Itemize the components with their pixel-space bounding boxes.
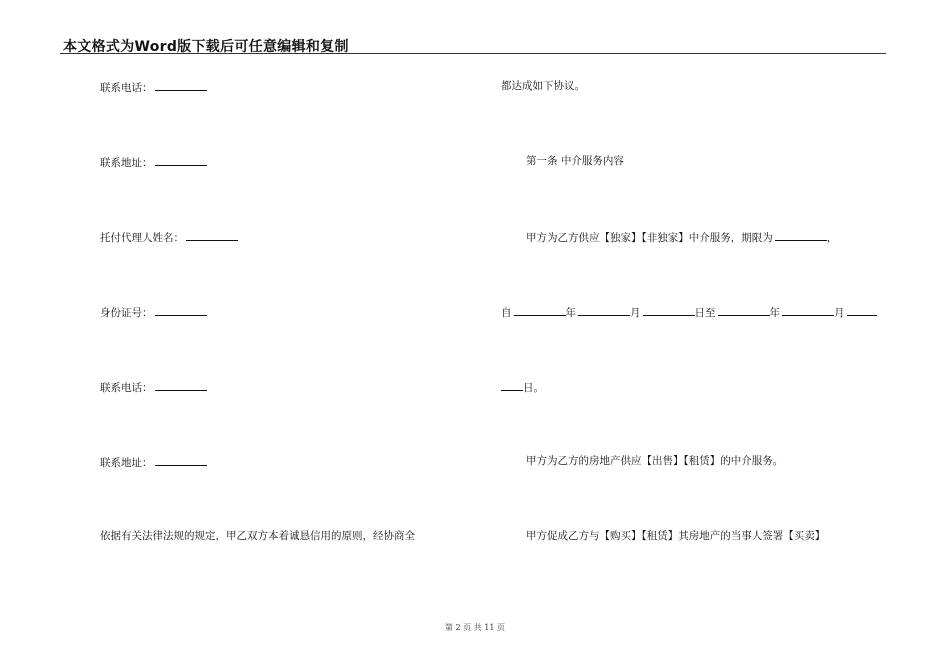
year-label-2: 年 [769, 307, 780, 319]
left-line-address-2 [100, 454, 207, 470]
right-line-contract-signing: 甲方促成乙方与【购买】【租赁】其房地产的当事人签署【买卖】 [526, 530, 826, 542]
right-line-service-period [526, 229, 837, 245]
right-line-day-end [501, 379, 544, 395]
start-day-blank [643, 304, 695, 316]
id-number-label: 身份证号： [100, 307, 153, 319]
left-line-phone-2 [100, 379, 207, 395]
day-to-label: 日至 [694, 307, 716, 319]
right-agreement-line: 都达成如下协议。 [501, 80, 585, 92]
phone-label-1: 联系电话： [100, 82, 153, 94]
service-period-text: 甲方为乙方供应【独家】【非独家】中介服务，期限为 [526, 232, 773, 244]
phone-label-2: 联系电话： [100, 382, 153, 394]
address-label-1: 联系地址： [100, 157, 153, 169]
end-year-blank [718, 304, 770, 316]
phone-blank-1 [155, 79, 207, 91]
left-line-phone-1 [100, 79, 207, 95]
left-line-address-1 [100, 154, 207, 170]
left-line-id-number [100, 304, 207, 320]
right-line-property-service: 甲方为乙方的房地产供应【出售】【租赁】的中介服务。 [526, 455, 784, 467]
service-period-blank [775, 229, 827, 241]
left-line-agent-name [100, 229, 238, 245]
article-one-heading: 第一条 中介服务内容 [526, 155, 624, 167]
agent-name-label: 托付代理人姓名： [100, 232, 184, 244]
address-blank-1 [155, 154, 207, 166]
id-number-blank [155, 304, 207, 316]
start-year-blank [514, 304, 566, 316]
month-label-2: 月 [834, 307, 845, 319]
date-from-label: 自 [501, 307, 512, 319]
left-paragraph-basis: 依据有关法律法规的规定，甲乙双方本着诚恳信用的原则，经协商全 [100, 530, 415, 542]
day-end-label: 日。 [523, 382, 544, 394]
header-divider [60, 53, 886, 54]
end-day-blank-part2 [501, 379, 523, 391]
end-day-blank-part1 [847, 304, 877, 316]
document-header-title: 本文格式为Word版下载后可任意编辑和复制 [63, 39, 349, 55]
end-month-blank [782, 304, 834, 316]
address-label-2: 联系地址： [100, 457, 153, 469]
month-label-1: 月 [630, 307, 641, 319]
service-period-end: ， [826, 232, 838, 244]
start-month-blank [578, 304, 630, 316]
year-label-1: 年 [565, 307, 576, 319]
address-blank-2 [155, 454, 207, 466]
right-line-date-range [501, 304, 877, 320]
phone-blank-2 [155, 379, 207, 391]
agent-name-blank [186, 229, 238, 241]
page-number-footer: 第 2 页 共 11 页 [445, 623, 505, 632]
